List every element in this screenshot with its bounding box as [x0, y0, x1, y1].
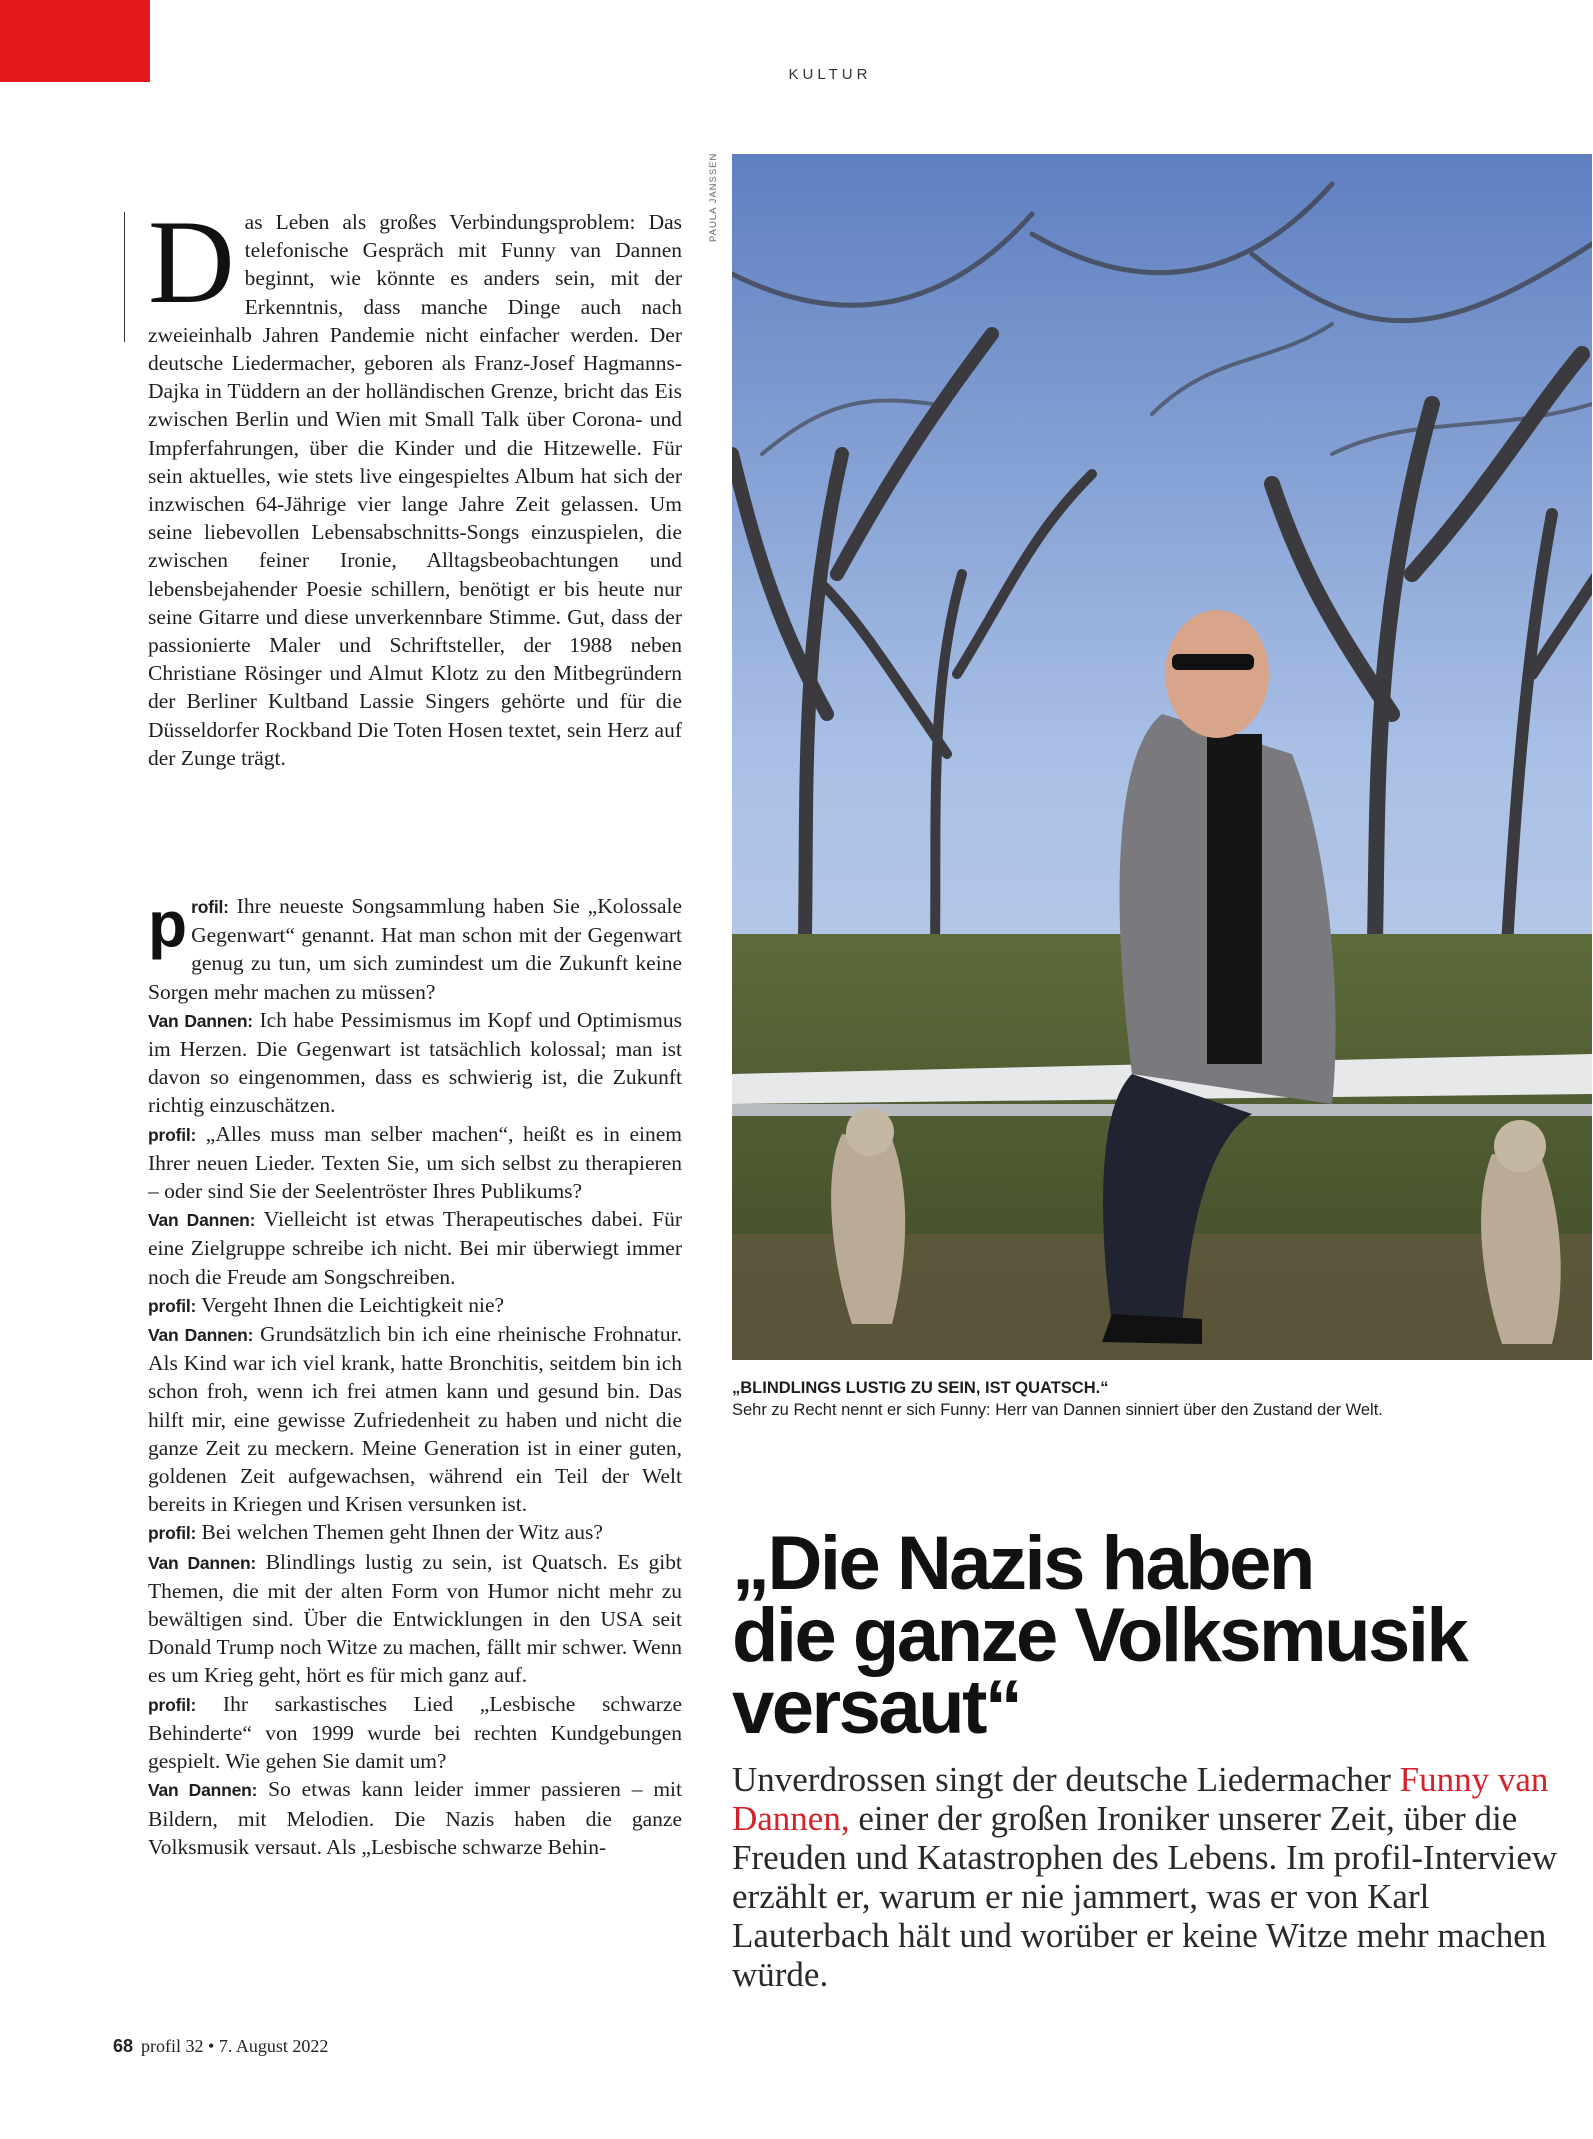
intro-dropcap: D — [148, 195, 235, 328]
interview-dropcap: p — [148, 888, 188, 960]
headline-line: versaut“ — [732, 1665, 1021, 1750]
interview-turn — [148, 1291, 682, 1320]
photo-illustration — [732, 154, 1592, 1360]
speaker-label: Van Dannen: — [148, 1780, 258, 1801]
speaker-label: Van Dannen: — [148, 1552, 257, 1573]
portrait-photo — [732, 154, 1592, 1360]
speaker-label: Van Dannen: — [148, 1210, 256, 1231]
speaker-label: Van Dannen: — [148, 1010, 253, 1031]
speaker-label: Van Dannen: — [148, 1325, 254, 1346]
photo-credit: PAULA JANSSEN — [708, 152, 719, 242]
caption-title: „BLINDLINGS LUSTIG ZU SEIN, IST QUATSCH.“ — [732, 1379, 1109, 1397]
speaker-label: profil: — [148, 1295, 197, 1316]
page-footer — [113, 2036, 328, 2057]
headline-line: die ganze Volksmusik — [732, 1593, 1467, 1678]
interview-turn — [148, 1775, 682, 1861]
headline — [732, 1521, 1592, 1750]
speaker-label: rofil: — [191, 897, 229, 917]
interview-body — [148, 888, 683, 1861]
turn-text: Blindlings lustig zu sein, ist Quatsch. Es gibt Themen, die mit der alten Form von Humor nicht mehr zu bewältigen sind. Über die Entwicklungen in den USA seit Donald Trump noch Witze zu machen, fällt mir schwer. Wenn es um Krieg geht, hört es für mich ganz auf. — [148, 1549, 683, 1688]
page-number: 68 — [113, 2036, 134, 2056]
issue-info: profil 32 • 7. August 2022 — [141, 2036, 329, 2056]
interview-turn — [148, 1320, 682, 1518]
turn-text: Ihre neueste Songsammlung haben Sie „Kolossale Gegenwart“ genannt. Hat man schon mit der Gegenwart genug zu tun, um sich zumindest um die Zukunft keine Sorgen mehr machen zu müssen? — [148, 894, 683, 1004]
turn-text: „Alles muss man selber machen“, heißt es in einem Ihrer neuen Lieder. Texten Sie, um sich selbst zu therapieren – oder sind Sie der Seelentröster Ihres Publikums? — [148, 1121, 682, 1204]
turn-text: Ich habe Pessimismus im Kopf und Optimismus im Herzen. Die Gegenwart ist tatsächlich kolossal; man ist davon so eingenommen, dass es schwierig ist, die Zukunft richtig einzuschätzen. — [148, 1007, 682, 1118]
headline-line: „Die Nazis haben — [732, 1521, 1313, 1606]
turn-text: Grundsätzlich bin ich eine rheinische Frohnatur. Als Kind war ich viel krank, hatte Bronchitis, seitdem bin ich schon froh, wenn ich frei atmen kann und gesund bin. Das hilft mir, eine gewisse Zufriedenheit zu haben und nicht die ganze Zeit zu meckern. Meine Generation ist in einer guten, goldenen Zeit aufgewachsen, während ein Teil der Welt bereits in Kriegen und Krisen versunken ist. — [148, 1322, 683, 1517]
speaker-label: profil: — [148, 1694, 197, 1715]
section-color-tab — [0, 0, 150, 82]
photo-caption — [732, 1377, 1582, 1421]
turn-text: Vielleicht ist etwas Therapeutisches dabei. Für eine Zielgruppe schreibe ich nicht. Bei mir überwiegt immer noch die Freude am Songschreiben. — [148, 1207, 682, 1289]
lead-name-highlight: Funny van Dannen, — [732, 1760, 1549, 1838]
lead-text-after: einer der großen Ironiker unserer Zeit, über die Freuden und Katastrophen des Lebens. Im profil-Interview erzählt er, warum er nie jammert, was er von Karl Lauterbach hält und worüber er keine Witze mehr machen würde. — [732, 1799, 1558, 1994]
intro-text: as Leben als großes Verbindungsproblem: Das telefonische Gespräch mit Funny van Dannen beginnt, wie könnte es anders sein, mit der Erkenntnis, dass manche Dinge auch nach zweieinhalb Jahren Pandemie nicht einfacher werden. Der deutsche Liedermacher, geboren als Franz-Josef Hagmanns-Dajka in Tüddern an der holländischen Grenze, bricht das Eis zwischen Berlin und Wien mit Small Talk über Corona- und Impferfahrungen, über die Kinder und die Hitzewelle. Für sein aktuelles, wie stets live eingespieltes Album hat sich der inzwischen 64-Jährige vier lange Jahre Zeit gelassen. Um seine liebevollen Lebensabschnitts-Songs einzuspielen, die zwischen feiner Ironie, Alltagsbeobachtungen und lebensbejahender Poesie schillern, benötigt er bis heute nur seine Gitarre und diese unverkennbare Stimme. Gut, dass der passionierte Maler und Schriftsteller, der 1988 neben Christiane Rösinger und Almut Klotz zu den Mitbegründern der Berliner Kultband Lassie Singers gehörte und für die Düsseldorfer Rockband Die Toten Hosen textet, sein Herz auf der Zunge trägt. — [148, 210, 682, 770]
turn-text: Vergeht Ihnen die Leichtigkeit nie? — [201, 1292, 505, 1317]
interview-turn — [148, 1690, 682, 1776]
turn-text: Bei welchen Themen geht Ihnen der Witz aus? — [201, 1520, 603, 1545]
interview-turn — [148, 1006, 682, 1120]
turn-text: Ihr sarkastisches Lied „Lesbische schwarze Behinderte“ von 1999 wurde bei rechten Kundgebungen gespielt. Wie gehen Sie damit um? — [148, 1691, 683, 1774]
interview-turn — [148, 1120, 682, 1206]
interview-turn — [148, 1205, 682, 1291]
interview-turn — [148, 888, 683, 1006]
intro-rule — [124, 212, 125, 342]
turn-text: So etwas kann leider immer passieren – mit Bildern, mit Melodien. Die Nazis haben die ganze Volksmusik versaut. Als „Lesbische schwarze Behin- — [148, 1777, 682, 1859]
caption-text: Sehr zu Recht nennt er sich Funny: Herr van Dannen sinniert über den Zustand der Welt. — [732, 1401, 1383, 1419]
intro-paragraph — [148, 195, 682, 772]
lead-text-before: Unverdrossen singt der deutsche Liedermacher — [732, 1760, 1391, 1799]
speaker-label: profil: — [148, 1523, 197, 1544]
interview-turn — [148, 1548, 682, 1690]
speaker-label: profil: — [148, 1124, 197, 1145]
lead-paragraph — [732, 1760, 1592, 1994]
section-label: KULTUR — [788, 66, 872, 83]
interview-turn — [148, 1518, 682, 1547]
